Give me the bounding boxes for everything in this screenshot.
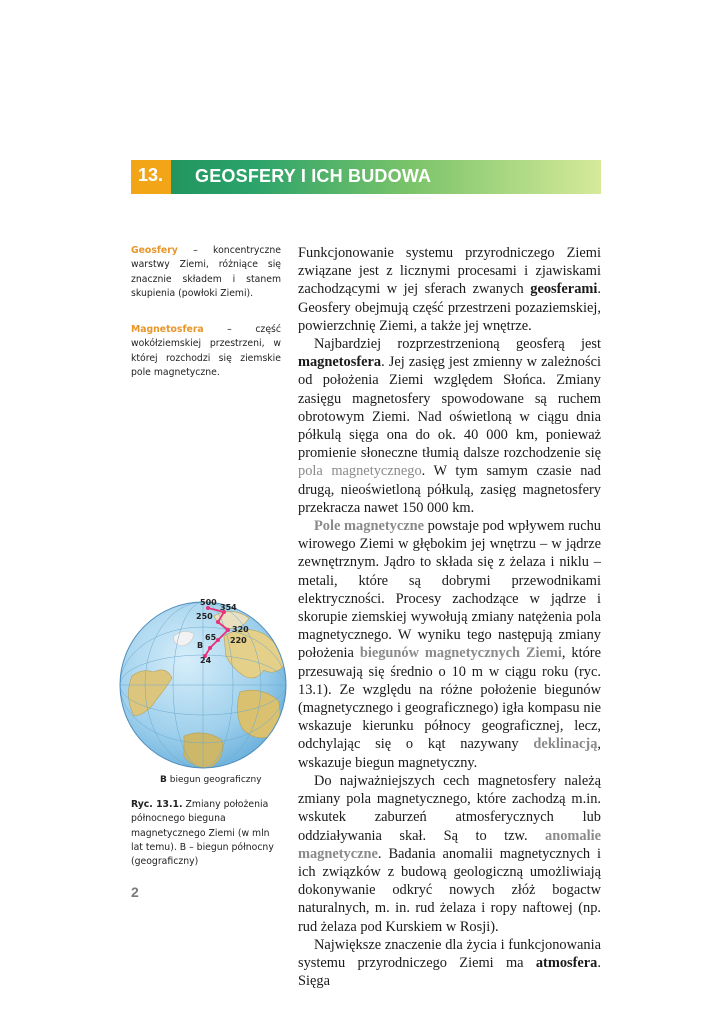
page-number: 2	[131, 884, 139, 900]
text-run: . Jej zasięg jest zmienny w zależności od położenia Ziemi względem Słońca. Zmiany zasięgu magnetosfery spowodowane są ruchem obrotowym Ziemi. Nad oświetloną w ciągu dnia półkulą sięga ona do ok. 40 000 km, ponieważ promienie słoneczne tłumią dalsze rozchodzenie się	[298, 354, 601, 462]
term-magnetosfera: Magnetosfera	[131, 324, 204, 335]
highlight-deklinacja: deklinacją	[533, 736, 598, 753]
fig-label-500: 500	[200, 598, 217, 607]
chapter-title: GEOSFERY I ICH BUDOWA	[195, 166, 432, 186]
chapter-header	[131, 160, 601, 194]
text-run: , wskazuje biegun magnetyczny.	[298, 736, 601, 771]
paragraph-5	[298, 936, 601, 991]
legend-text: biegun geograficzny	[166, 775, 262, 785]
keyword-geosferami: geosferami	[530, 281, 598, 298]
text-run: powstaje pod wpływem ruchu wirowego Ziemi w głębokim jej wnętrzu – w jądrze zewnętrznym. Jądro to składa się z żelaza i niklu – metali, które są dobrymi przewodnikami elektryczności. Procesy zachodzące w jądrze i skorupie ziemskiej wywołują zmiany natężenia pola magnetycznego. W wyniku tego następują zmiany położenia	[298, 518, 601, 662]
paragraph-2	[298, 335, 601, 517]
caption-label: Ryc. 13.1.	[131, 799, 183, 810]
keyword-magnetosfera: magnetosfera	[298, 354, 382, 371]
text-run: , które przesuwają się średnio o 10 m w ciągu roku (ryc. 13.1). Ze względu na różne położenie biegunów (magnetycznego i geograficznego) igła kompasu nie wskazuje kierunku północy geograficznej, lecz, odchylając się o kąt nazywany	[298, 645, 601, 753]
fig-label-220: 220	[230, 636, 247, 645]
globe-figure	[114, 596, 292, 771]
fig-label-320: 320	[232, 625, 249, 634]
fig-label-250: 250	[196, 612, 213, 621]
text-run: Funkcjonowanie systemu przyrodniczego Ziemi związane jest z licznymi procesami i zjawiskami zachodzącymi w jej sferach zwanych	[298, 245, 601, 298]
paragraph-1	[298, 244, 601, 335]
paragraph-3	[298, 517, 601, 772]
highlight-pole-magnetyczne: Pole magnetyczne	[314, 518, 424, 535]
text-run: . Geosfery obejmują część przestrzeni pozaziemskiej, powierzchnię Ziemi, a także jej wnętrze.	[298, 281, 601, 334]
fig-label-24: 24	[200, 656, 212, 665]
figure-legend	[160, 775, 262, 785]
highlight-bieguny-magnetyczne: biegunów magnetycznych Ziemi	[359, 645, 562, 662]
figure-caption	[131, 798, 281, 869]
legend-letter: B	[160, 775, 167, 785]
highlight-anomalie-magnetyczne: anomalie magnetyczne	[298, 827, 601, 862]
keyword-atmosfera: atmosfera	[535, 954, 598, 971]
main-text	[298, 244, 601, 990]
sidebar-definition-geosfery	[131, 244, 281, 301]
text-run: Największe znaczenie dla życia i funkcjonowania systemu przyrodniczego Ziemi ma	[298, 936, 601, 971]
definition-magnetosfera: – część wokółziemskiej przestrzeni, w której rozchodzi się ziemskie pole magnetyczne.	[131, 324, 281, 378]
term-geosfery: Geosfery	[131, 245, 178, 256]
highlight-pola-magnetycznego: pola magnetycznego	[298, 463, 422, 480]
chapter-number: 13.	[138, 165, 164, 185]
text-run: Najbardziej rozprzestrzenioną geosferą jest	[314, 336, 601, 353]
sidebar-definition-magnetosfera	[131, 323, 281, 380]
text-run: . W tym samym czasie nad drugą, nieoświetloną półkulą, zasięg magnetosfery przekracza nawet 150 000 km.	[298, 463, 601, 516]
fig-label-b: B	[197, 641, 204, 650]
definition-geosfery: – koncentryczne warstwy Ziemi, różniące się znacznie składem i stanem skupienia (powłoki Ziemi).	[131, 245, 281, 299]
caption-text: Zmiany położenia północnego bieguna magnetycznego Ziemi (w mln lat temu). B – biegun północny (geograficzny)	[131, 799, 274, 868]
chapter-number-box	[131, 160, 171, 194]
text-run: . Sięga	[298, 954, 601, 990]
fig-label-65: 65	[205, 633, 217, 642]
text-run: . Badania anomalii magnetycznych i ich związków z budową geologiczną umożliwiają dokonywanie odkryć nowych złóż bogactw naturalnych, m. in. rud żelaza i ropy naftowej (np. rud żelaza pod Kurskiem w Rosji).	[298, 845, 601, 935]
paragraph-4	[298, 772, 601, 936]
text-run: Do najważniejszych cech magnetosfery należą zmiany pola magnetycznego, które zachodzą m.in. wskutek zaburzeń atmosferycznych lub oddziaływania skał. Są to tzw.	[298, 772, 601, 844]
fig-label-354: 354	[220, 603, 237, 612]
